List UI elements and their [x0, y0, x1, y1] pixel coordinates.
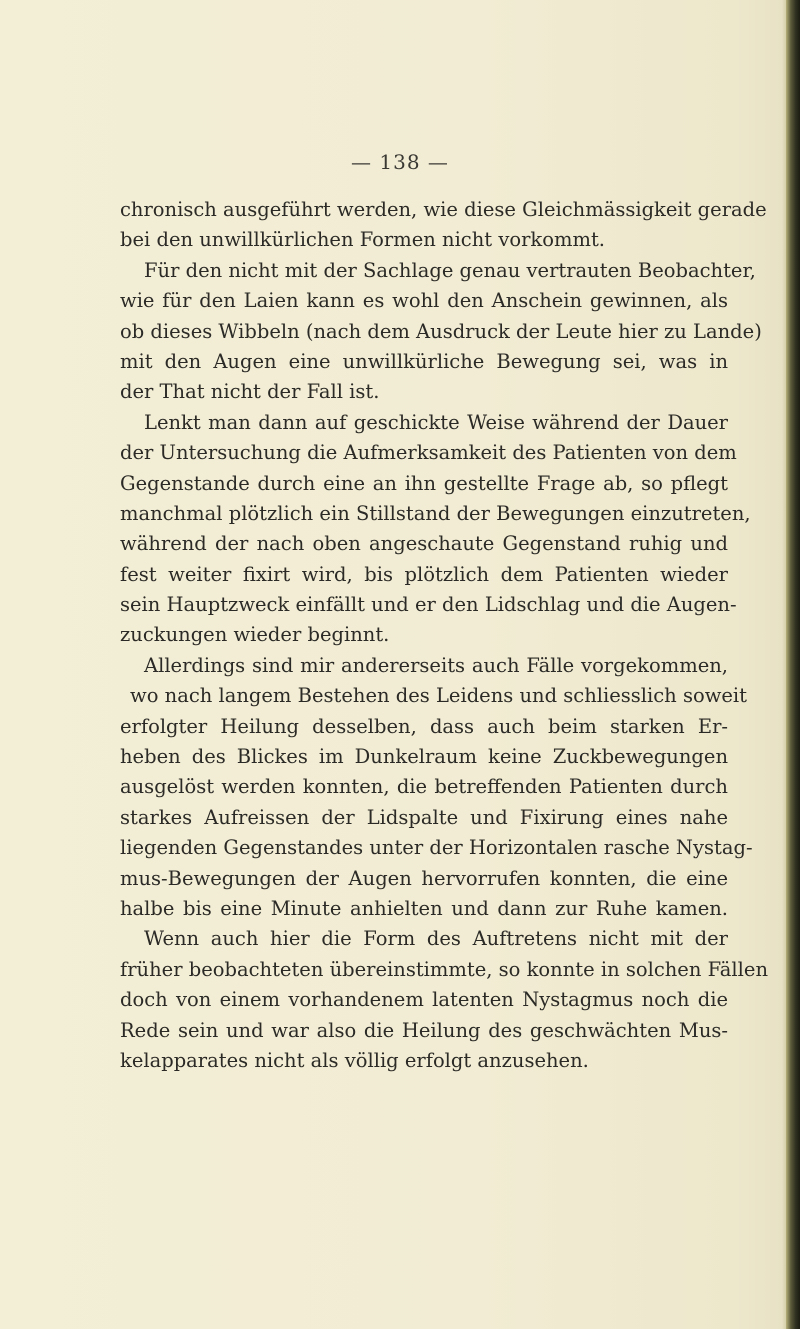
text-line: wie für den Laien kann es wohl den Anschein gewinnen, als [120, 289, 728, 313]
text-line: sein Hauptzweck einfällt und er den Lidschlag und die Augen- [120, 593, 737, 617]
text-line: der Untersuchung die Aufmerksamkeit des Patienten von dem [120, 441, 737, 465]
text-line: zuckungen wieder beginnt. [120, 623, 390, 647]
text-line: doch von einem vorhandenem latenten Nystagmus noch die [120, 988, 728, 1012]
text-line: kelapparates nicht als völlig erfolgt anzusehen. [120, 1048, 589, 1072]
text-line: manchmal plötzlich ein Stillstand der Bewegungen einzutreten, [120, 501, 751, 525]
text-line: Allerdings sind mir andererseits auch Fälle vorgekommen, [144, 653, 728, 677]
text-line: während der nach oben angeschaute Gegenstand ruhig und [120, 532, 728, 556]
text-line: Wenn auch hier die Form des Auftretens nicht mit der [144, 927, 728, 951]
text-line: Für den nicht mit der Sachlage genau vertrauten Beobachter, [144, 258, 756, 282]
text-line: Lenkt man dann auf geschickte Weise während der Dauer [144, 410, 728, 434]
page-number: — 138 — [351, 150, 449, 174]
text-line: erfolgter Heilung desselben, dass auch beim starken Er- [120, 714, 728, 738]
text-line: starkes Aufreissen der Lidspalte und Fixirung eines nahe [120, 805, 728, 829]
body-text [120, 195, 769, 1076]
text-line: liegenden Gegenstandes unter der Horizontalen rasche Nystag- [120, 836, 753, 860]
text-line: ausgelöst werden konnten, die betreffenden Patienten durch [120, 775, 728, 799]
text-line: Gegenstande durch eine an ihn gestellte Frage ab, so pflegt [120, 471, 728, 495]
text-line: chronisch ausgeführt werden, wie diese Gleichmässigkeit gerade [120, 198, 767, 221]
text-line: ob dieses Wibbeln (nach dem Ausdruck der Leute hier zu Lande) [120, 319, 762, 343]
text-line: Rede sein und war also die Heilung des geschwächten Mus- [120, 1018, 728, 1042]
text-line: fest weiter fixirt wird, bis plötzlich dem Patienten wieder [120, 562, 728, 586]
text-line: mit den Augen eine unwillkürliche Bewegung sei, was in [120, 349, 728, 373]
book-spine-edge [786, 0, 800, 1329]
text-line: heben des Blickes im Dunkelraum keine Zuckbewegungen [120, 745, 728, 769]
text-line: halbe bis eine Minute anhielten und dann zur Ruhe kamen. [120, 896, 728, 920]
text-line: bei den unwillkürlichen Formen nicht vorkommt. [120, 228, 605, 252]
text-line: der That nicht der Fall ist. [120, 380, 380, 404]
text-line: früher beobachteten übereinstimmte, so konnte in solchen Fällen [120, 957, 769, 981]
text-line: wo nach langem Bestehen des Leidens und schliesslich soweit [130, 684, 747, 708]
text-line: mus-Bewegungen der Augen hervorrufen konnten, die eine [120, 866, 728, 890]
